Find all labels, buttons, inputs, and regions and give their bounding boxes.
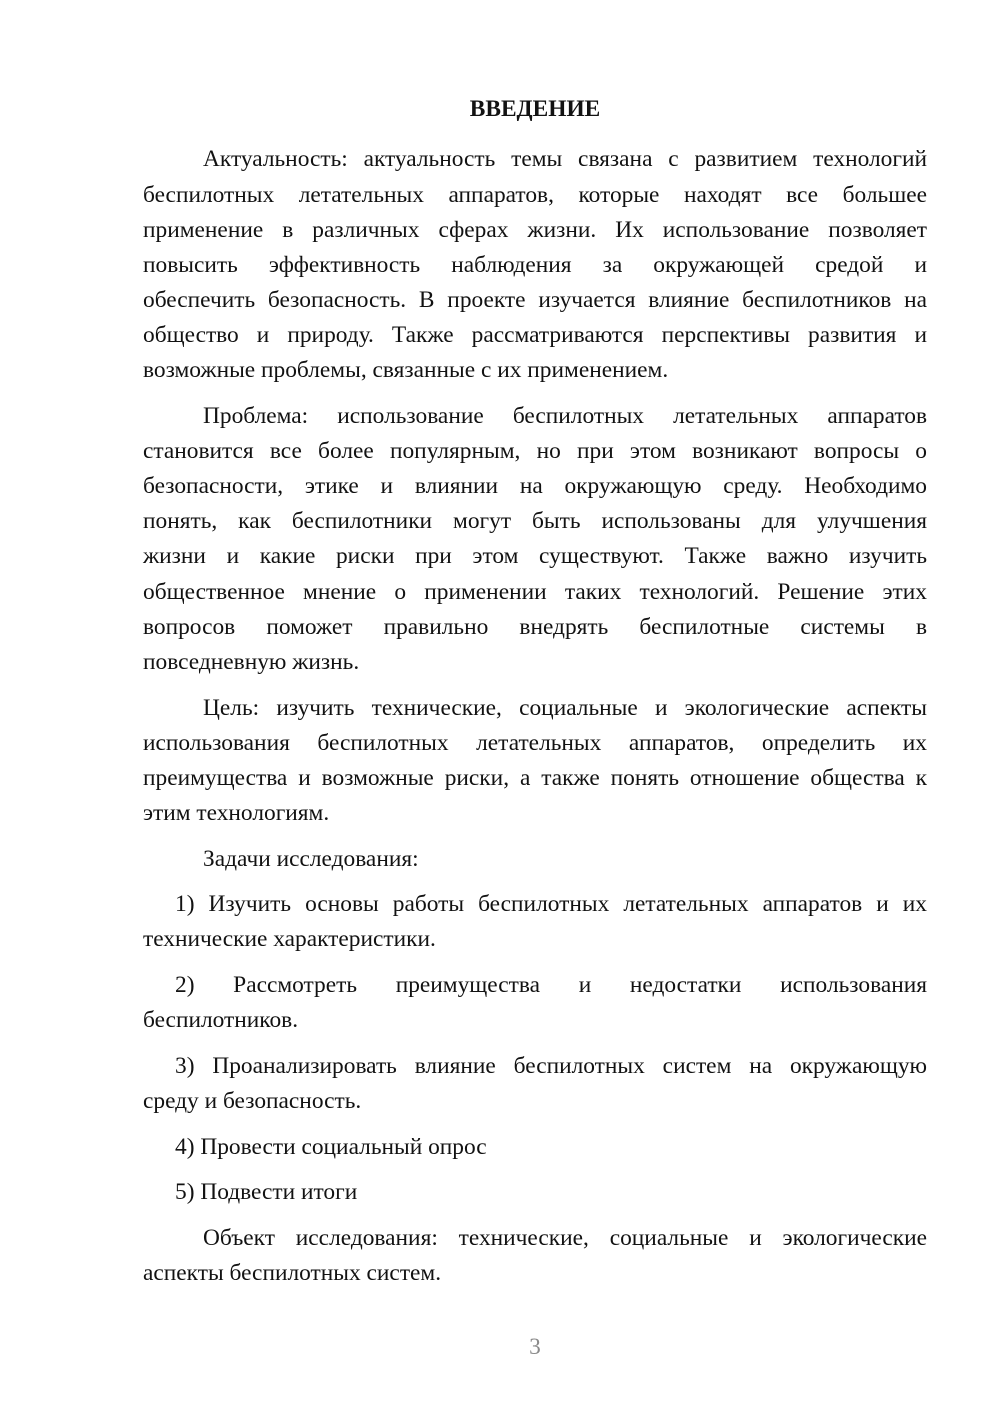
text-line: 3) Проанализировать влияние беспилотных систем на окружающую bbox=[175, 1052, 927, 1079]
text-line: становится все более популярным, но при этом возникают вопросы о bbox=[143, 438, 927, 465]
text-line: аспекты беспилотных систем. bbox=[143, 1259, 442, 1286]
text-line: 5) Подвести итоги bbox=[175, 1179, 358, 1206]
text-line: 1) Изучить основы работы беспилотных летательных аппаратов и их bbox=[175, 891, 927, 918]
task-item bbox=[143, 1175, 927, 1210]
text-line: возможные проблемы, связанные с их применением. bbox=[143, 357, 669, 384]
text-line: применение в различных сферах жизни. Их использование позволяет bbox=[143, 216, 927, 243]
text-line: безопасности, этике и влиянии на окружающую среду. Необходимо bbox=[143, 473, 927, 500]
page-number: 3 bbox=[529, 1334, 541, 1360]
text-line: беспилотников. bbox=[143, 1007, 299, 1034]
text-line: жизни и какие риски при этом существуют. Также важно изучить bbox=[143, 543, 927, 570]
text-line: Цель: изучить технические, социальные и экологические аспекты bbox=[203, 694, 927, 721]
text-line: повысить эффективность наблюдения за окружающей средой и bbox=[143, 251, 927, 278]
text-line: Задачи исследования: bbox=[203, 845, 419, 872]
relevance-paragraph bbox=[143, 142, 927, 388]
tasks-list bbox=[143, 887, 927, 1210]
text-line: повседневную жизнь. bbox=[143, 648, 360, 675]
problem-paragraph bbox=[143, 399, 927, 680]
text-line: понять, как беспилотники могут быть использованы для улучшения bbox=[143, 508, 927, 535]
text-line: среду и безопасность. bbox=[143, 1087, 362, 1114]
text-line: 2) Рассмотреть преимущества и недостатки использования bbox=[175, 971, 927, 998]
text-line: вопросов поможет правильно внедрять беспилотные системы в bbox=[143, 613, 927, 640]
text-column bbox=[143, 92, 927, 1301]
text-line: обеспечить безопасность. В проекте изучается влияние беспилотников на bbox=[143, 286, 927, 313]
goal-paragraph bbox=[143, 691, 927, 832]
task-item bbox=[143, 887, 927, 957]
task-item bbox=[143, 968, 927, 1038]
text-line: общество и природу. Также рассматриваются перспективы развития и bbox=[143, 322, 927, 349]
task-item bbox=[143, 1130, 927, 1165]
text-line: общественное мнение о применении таких технологий. Решение этих bbox=[143, 578, 927, 605]
text-line: использования беспилотных летательных аппаратов, определить их bbox=[143, 729, 927, 756]
section-heading: ВВЕДЕНИЕ bbox=[469, 96, 601, 123]
text-line: технические характеристики. bbox=[143, 926, 436, 953]
text-line: этим технологиям. bbox=[143, 799, 330, 826]
object-paragraph bbox=[143, 1221, 927, 1291]
tasks-heading bbox=[143, 842, 927, 877]
text-line: Актуальность: актуальность темы связана с развитием технологий bbox=[203, 146, 927, 173]
task-item bbox=[143, 1049, 927, 1119]
text-line: Проблема: использование беспилотных летательных аппаратов bbox=[203, 402, 927, 429]
text-line: Объект исследования: технические, социальные и экологические bbox=[203, 1224, 927, 1251]
text-line: беспилотных летательных аппаратов, которые находят все большее bbox=[143, 181, 927, 208]
text-line: 4) Провести социальный опрос bbox=[175, 1133, 487, 1160]
text-line: преимущества и возможные риски, а также понять отношение общества к bbox=[143, 764, 927, 791]
